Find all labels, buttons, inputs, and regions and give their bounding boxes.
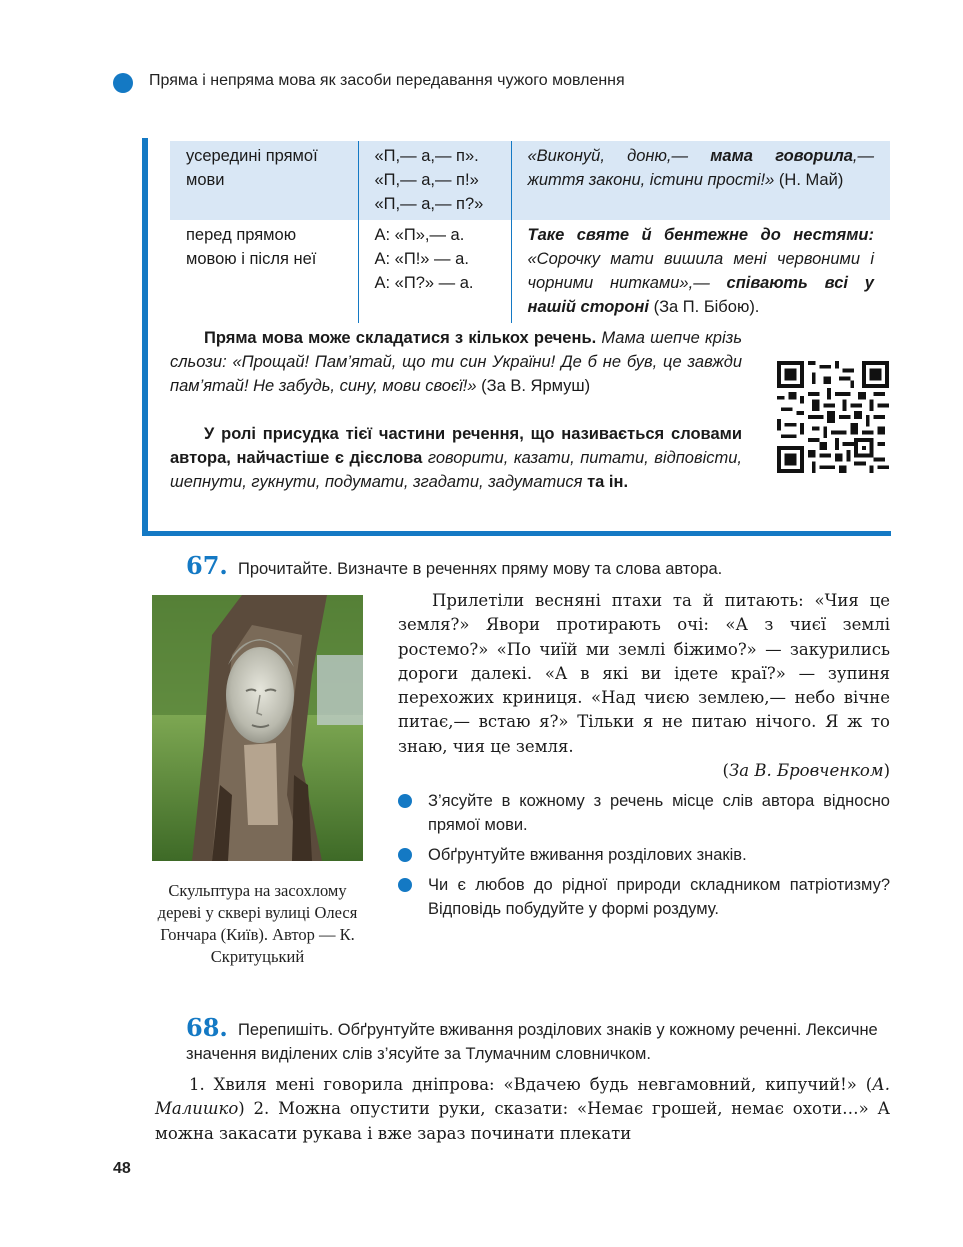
question-item: З’ясуйте в кожному з речень місце слів автора відносно прямої мови. [398, 789, 890, 837]
rule-paragraph: У ролі присудка тієї частини речення, що називається словами автора, найчастіше є дієслова говорити, казати, питати, відповісти, шепнути, гукнути, подумати, згадати, задуматися та ін. [170, 425, 742, 491]
table-cell-example [511, 141, 890, 220]
scheme: А: «П»,— а. [374, 226, 465, 244]
example-quote: «Сорочку мати вишила мені червоними і чорними нитками»,— [527, 250, 874, 292]
example-author-words: Таке святе й бентежне до нестями: [527, 226, 874, 244]
example-author-words: мама говорила [710, 147, 853, 165]
example-author-words: співають всі у нашій стороні [527, 274, 874, 316]
rule-paragraph: Пряма мова може складатися з кількох речень. Мама шепче крізь сльози: «Прощай! Пам’ятай, що ти син України! Де б не був, це завжди пам’ятай! Не забудь, сину, мови своєї!» (За В. Ярмуш) [170, 329, 742, 395]
scheme: «П,— а,— п». [374, 147, 479, 165]
table-cell-position: усередині прямої мови [170, 141, 358, 220]
photo-caption: Скульптура на засохлому дереві у сквері вулиці Олеся Гончара (Київ). Автор — К. Скритуцький [157, 881, 358, 966]
table-row [170, 141, 890, 220]
bullet-dot-icon [398, 878, 412, 892]
exercise-text: 1. Хвиля мені говорила дніпрова: «Вдачею будь невгамовний, кипучий!» (А. Малишко) 2. Можна опустити руки, сказати: «Немає грошей, немає охоти…» А можна закасати рукава і вже зараз починати плекати [155, 1075, 890, 1143]
scheme: «П,— а,— п!» [374, 171, 479, 189]
rule-box-left-bar [142, 138, 148, 536]
exercise-task: Перепишіть. Обґрунтуйте вживання розділових знаків у кожному реченні. Лексичне значення виділених слів з’ясуйте за Тлумачним словничком. [186, 1021, 878, 1063]
scheme: «П,— а,— п?» [374, 195, 484, 213]
rule-box-bottom-bar [142, 531, 891, 536]
exercise-number: 67. [186, 551, 228, 580]
exercise-source: (За В. Бровченком) [722, 761, 890, 780]
bullet-dot-icon [113, 73, 133, 93]
example-source: (Н. Май) [774, 171, 844, 189]
punctuation-table [170, 141, 890, 323]
table-cell-position: перед прямою мовою і після неї [170, 220, 358, 323]
question-item: Чи є любов до рідної природи складником патріотизму? Відповідь побудуйте у формі роздуму. [398, 873, 890, 921]
example-source: (За П. Бібою). [648, 298, 760, 316]
exercise-number: 68. [186, 1013, 228, 1042]
table-cell-schemes [358, 220, 511, 323]
exercise-text: Прилетіли весняні птахи та й питають: «Чия це земля?» Явори протирають очі: «А з чиєї землі ростемо?» «По чиїй ми землі біжимо?» — закурились дороги далекі. «А в які ви ідете краї?» — зупиня перехожих криниця. «Над чиєю землею,— небо вічне питає,— встаю я?» Тільки я не питаю нічого. Я ж то знаю, чия це земля. [398, 591, 890, 756]
bullet-dot-icon [398, 794, 412, 808]
scheme: А: «П?» — а. [374, 274, 474, 292]
table-cell-example [511, 220, 890, 323]
table-cell-schemes [358, 141, 511, 220]
exercise-task: Прочитайте. Визначте в реченнях пряму мову та слова автора. [238, 560, 723, 578]
bullet-dot-icon [398, 848, 412, 862]
sculpture-photo [152, 595, 363, 861]
example-quote: ,— життя закони, істини прості!» [527, 147, 874, 189]
question-item: Обґрунтуйте вживання розділових знаків. [398, 843, 890, 867]
qr-code-icon[interactable] [777, 361, 889, 473]
table-row [170, 220, 890, 323]
running-header: Пряма і непряма мова як засоби передавання чужого мовлення [149, 72, 625, 89]
example-quote: «Виконуй, доню,— [527, 147, 711, 165]
page-number: 48 [113, 1160, 131, 1177]
scheme: А: «П!» — а. [374, 250, 469, 268]
